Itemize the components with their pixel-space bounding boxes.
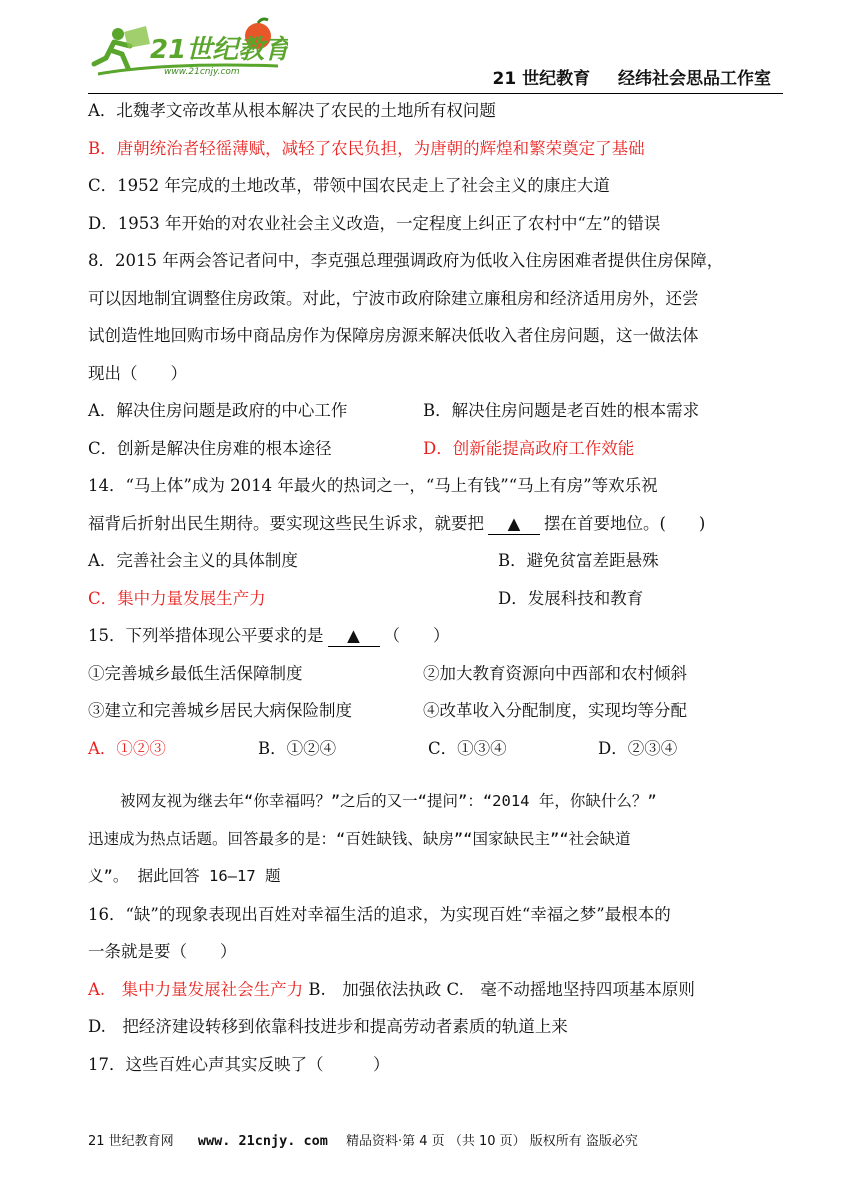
passage-line1: 被网友视为继去年“你幸福吗？”之后的又一“提问”：“2014 年，你缺什么？”	[120, 792, 657, 810]
footer-url: www. 21cnjy. com	[197, 1133, 328, 1149]
q15-options	[88, 730, 788, 768]
q17-stem: 17．这些百姓心声其实反映了（ ）	[88, 1054, 390, 1074]
q7-option-d: D．1953 年开始的对农业社会主义改造，一定程度上纠正了农村中“左”的错误	[88, 213, 661, 233]
logo-url: www.21cnjy.com	[164, 67, 240, 77]
q14-stem-line2	[88, 505, 788, 543]
logo-text: 21世纪教育	[150, 35, 288, 65]
q15-option-a: A．①②③	[88, 738, 166, 758]
q15-option-d: D．②③④	[598, 738, 678, 758]
page-header	[88, 14, 783, 89]
q16-option-d: D. 把经济建设转移到依靠科技进步和提高劳动者素质的轨道上来	[88, 1017, 568, 1036]
logo-graphic	[88, 14, 288, 84]
footer-site: 21 世纪教育网	[88, 1134, 174, 1149]
spacer	[88, 767, 788, 783]
q14-stem-text: 福背后折射出民生期待。要实现这些民生诉求，就要把	[88, 513, 484, 533]
q16-options-abc	[88, 971, 788, 1009]
q15-stem	[88, 617, 788, 655]
q15-item-1: ①完善城乡最低生活保障制度	[88, 663, 303, 683]
q15-item-3: ③建立和完善城乡居民大病保险制度	[88, 701, 352, 720]
q8-stem-line3: 试创造性地回购市场中商品房作为保障房房源来解决低收入者住房问题，这一做法体	[88, 326, 699, 345]
logo	[88, 14, 288, 84]
q14-options-cd	[88, 580, 788, 618]
q14-option-a: A．完善社会主义的具体制度	[88, 551, 298, 570]
q7-option-a: A．北魏孝文帝改革从根本解决了农民的土地所有权问题	[88, 101, 496, 120]
q15-option-c: C．①③④	[428, 738, 507, 758]
q14-option-b: B．避免贫富差距悬殊	[498, 551, 659, 570]
q15-stem-tail: （ ）	[383, 626, 450, 645]
q16-stem-line1: 16．“缺”的现象表现出百姓对幸福生活的追求，为实现百姓“幸福之梦”最根本的	[88, 904, 671, 924]
q8-option-c: C．创新是解决住房难的根本途径	[88, 438, 332, 458]
q8-stem-line1: 8．2015 年两会答记者问中，李克强总理强调政府为低收入住房困难者提供住房保障，	[88, 251, 724, 270]
q15-blank: ▲	[328, 626, 380, 647]
q15-stem-text: 15．下列举措体现公平要求的是	[88, 626, 324, 645]
q15-option-b: B．①②④	[258, 738, 337, 758]
q14-option-c: C．集中力量发展生产力	[88, 588, 266, 608]
q8-option-d: D．创新能提高政府工作效能	[423, 438, 635, 458]
q8-option-a: A．解决住房问题是政府的中心工作	[88, 401, 348, 420]
q16-option-a: A. 集中力量发展社会生产力	[88, 979, 304, 999]
q16-option-bc: B. 加强依法执政 C. 毫不动摇地坚持四项基本原则	[308, 979, 695, 999]
q14-stem-line1: 14．“马上体”成为 2014 年最火的热词之一，“马上有钱”“马上有房”等欢乐祝	[88, 476, 658, 495]
q8-options-cd	[88, 430, 788, 468]
q16-stem-line2: 一条就是要（ ）	[88, 942, 237, 961]
passage-line2: 迅速成为热点话题。回答最多的是：“百姓缺钱、缺房”“国家缺民主”“社会缺道	[88, 829, 631, 848]
q8-options-ab	[88, 392, 788, 430]
header-title-right: 经纬社会思品工作室	[618, 69, 771, 89]
q7-option-c: C．1952 年完成的土地改革，带领中国农民走上了社会主义的康庄大道	[88, 176, 610, 195]
document-body	[88, 92, 788, 1083]
q14-option-d: D．发展科技和教育	[498, 588, 644, 608]
q8-stem-line4: 现出（ ）	[88, 363, 187, 383]
q14-stem-tail: 摆在首要地位。( )	[544, 513, 706, 533]
q14-blank: ▲	[488, 514, 540, 535]
header-title-left: 21 世纪教育	[492, 69, 591, 89]
q8-option-b: B．解决住房问题是老百姓的根本需求	[423, 401, 700, 420]
footer-text: 精品资料·第 4 页 （共 10 页） 版权所有 盗版必究	[346, 1134, 638, 1149]
q15-item-4: ④改革收入分配制度，实现均等分配	[423, 701, 687, 720]
q15-items-12	[88, 655, 788, 693]
passage-line3: 义”。 据此回答 16—17 题	[88, 867, 281, 885]
q14-options-ab	[88, 542, 788, 580]
q15-items-34	[88, 692, 788, 730]
page-footer	[88, 1130, 638, 1149]
q15-item-2: ②加大教育资源向中西部和农村倾斜	[423, 663, 687, 683]
header-title	[471, 64, 772, 89]
q8-stem-line2: 可以因地制宜调整住房政策。对此，宁波市政府除建立廉租房和经济适用房外，还尝	[88, 288, 699, 308]
q7-option-b: B．唐朝统治者轻徭薄赋，减轻了农民负担，为唐朝的辉煌和繁荣奠定了基础	[88, 138, 645, 158]
